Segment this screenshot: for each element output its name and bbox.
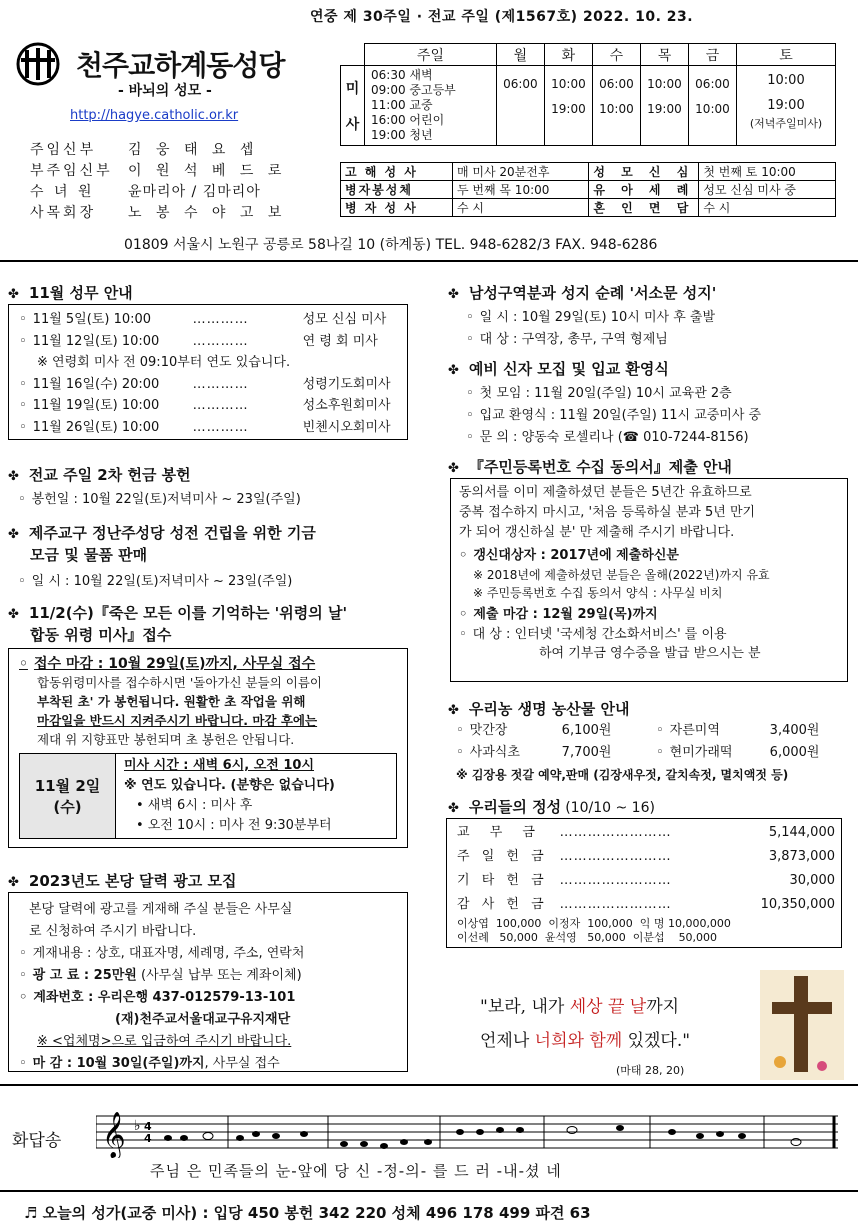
staff-row: 부주임신부 이 원 석 베 드 로 bbox=[30, 163, 287, 179]
offerings-title-row: ✤ 우리들의 정성 (10/10 ~ 16) bbox=[448, 796, 848, 817]
jeju-fund-title: ✤ 제주교구 정난주성당 성전 건립을 위한 기금 bbox=[8, 522, 408, 543]
church-url-link[interactable]: http://hagye.catholic.or.kr bbox=[70, 108, 239, 123]
consent-title: ✤ 『주민등록번호 수집 동의서』제출 안내 bbox=[448, 456, 848, 477]
divider bbox=[0, 1190, 858, 1192]
church-name: 천주교하계동성당 bbox=[76, 49, 285, 82]
jeju-fund-title-2: 모금 및 물품 판매 bbox=[30, 546, 148, 564]
memorial-mass-title-2: 합동 위령 미사』접수 bbox=[30, 626, 172, 644]
catechumen-first-meeting: ◦ 첫 모임 : 11월 20일(주일) 10시 교육관 2층 bbox=[466, 382, 858, 401]
svg-text:♭: ♭ bbox=[134, 1118, 141, 1134]
issue-date-line: 연중 제 30주일 · 전교 주일 (제1567호) 2022. 10. 23. bbox=[310, 9, 694, 25]
memorial-time-box: 11월 2일 (수) 미사 시간 : 새벽 6시, 오전 10시 ※ 연도 있습니다. (분향은 없습니다) • 새벽 6시 : 미사 후 • 오전 10시 : 미사 전 9:30분부터 bbox=[19, 753, 397, 839]
scripture-source: (마태 28, 20) bbox=[616, 1064, 685, 1077]
mass-row-label: 미 사 bbox=[341, 66, 365, 146]
sacraments-table: 고 해 성 사 매 미사 20분전후 성 모 신 심 첫 번째 토 10:00 병자봉성체 두 번째 목 10:00 유 아 세 례 성모 신심 미사 중 병 자 성 사 수 시 혼 인 면 담 수 시 bbox=[340, 162, 836, 217]
church-subtitle: - 바뇌의 성모 - bbox=[118, 83, 212, 99]
farm-products-list: ◦ 맛간장 6,100원 ◦ 자른미역 3,400원 ◦ 사과식초 7,700원 ◦ 현미가래떡 6,000원 ※ 김장용 젓갈 예약,판매 (김장새우젓, 갈치속젓, 멸치액젓 등) bbox=[456, 720, 846, 786]
nov-schedule-box: ◦ 11월 5일(토) 10:00 ………… 성모 신심 미사 ◦ 11월 12일(토) 10:00 ………… 연 령 회 미사 ※ 연령회 미사 전 09:10부터 연도 있습니다. ◦ 11월 16일(수) 20:00 ………… 성령기도회미사 ◦ 11월 19일(토) 10:00 ………… 성소후원회미사 ◦ 11월 26일(토) 10:00 ………… 빈첸시오회미사 bbox=[8, 304, 408, 440]
pilgrimage-target: ◦ 대 상 : 구역장, 총무, 구역 형제님 bbox=[466, 328, 858, 347]
psalm-label: 화답송 bbox=[12, 1131, 62, 1151]
svg-text:𝄞: 𝄞 bbox=[102, 1112, 126, 1158]
psalm-lyrics: 주님 은 민족들의 눈-앞에 당 신 -정-의- 를 드 러 -내-셨 네 bbox=[150, 1162, 562, 1180]
sunday-masses: 06:30 새벽 09:00 중고등부 11:00 교중 16:00 어린이 19:00 청년 bbox=[365, 66, 497, 146]
svg-text:4: 4 bbox=[144, 1120, 152, 1133]
music-staff bbox=[96, 1108, 838, 1158]
pilgrimage-title: ✤ 남성구역분과 성지 순례 '서소문 성지' bbox=[448, 282, 848, 303]
staff-row: 주임신부 김 웅 태 요 셉 bbox=[30, 142, 259, 158]
memorial-mass-title: ✤ 11/2(수)『죽은 모든 이를 기억하는 '위령의 날' bbox=[8, 602, 408, 623]
offerings-box: 교 무 금 …………………… 5,144,000 주 일 헌 금 …………………… 3,873,000 기 타 헌 금 …………………… 30,000 감 사 헌 금 …………………… 10,350,000 이상엽 100,000 이정자 100,000 익 명 10,000,000 이선례 50,000 윤석영 50,000 이분섭 50,000 bbox=[446, 818, 842, 948]
church-emblem-icon bbox=[16, 42, 68, 86]
staff-row: 사목회장 노 봉 수 야 고 보 bbox=[30, 205, 287, 221]
mission-sunday-line: ◦ 봉헌일 : 10월 22일(토)저녁미사 ~ 23일(주일) bbox=[18, 488, 418, 507]
catechumen-welcome: ◦ 입교 환영식 : 11월 20일(주일) 11시 교중미사 중 bbox=[466, 404, 858, 423]
pilgrimage-date: ◦ 일 시 : 10월 29일(토) 10시 미사 후 출발 bbox=[466, 306, 858, 325]
nov-schedule-title: ✤ 11월 성무 안내 bbox=[8, 282, 408, 303]
mass-schedule-table: 주일 월 화 수 목 금 토 미 사 06:30 새벽 09:00 중고등부 11:00 교중 16:00 어린이 19:00 청년 06:00 10:00 19:00 06:00 10:00 10:00 19:00 06:00 10:00 10:00 19:00 (저녁주일미사) bbox=[340, 43, 836, 146]
divider bbox=[0, 1084, 858, 1086]
catechumen-title: ✤ 예비 신자 모집 및 입교 환영식 bbox=[448, 358, 848, 379]
mission-sunday-title: ✤ 전교 주일 2차 헌금 봉헌 bbox=[8, 464, 408, 485]
calendar-ad-title: ✤ 2023년도 본당 달력 광고 모집 bbox=[8, 870, 408, 891]
church-address: 01809 서울시 노원구 공릉로 58나길 10 (하계동) TEL. 948-6282/3 FAX. 948-6286 bbox=[124, 237, 658, 253]
todays-hymns: ♬ 오늘의 성가(교중 미사) : 입당 450 봉헌 342 220 성체 496 178 499 파견 63 bbox=[24, 1204, 591, 1222]
consent-box: 동의서를 이미 제출하셨던 분들은 5년간 유효하므로 중복 접수하지 마시고, '처음 등록하실 분과 5년 만기 가 되어 갱신하실 분' 만 제출해 주시기 바랍니다. ◦ 갱신대상자 : 2017년에 제출하신분 ※ 2018년에 제출하셨던 분들은 올해(2022년)까지 유효 ※ 주민등록번호 수집 동의서 양식 : 사무실 비치 ◦ 제출 마감 : 12월 29일(목)까지 ◦ 대 상 : 인터넷 '국세청 간소화서비스' 를 이용 하여 기부금 영수증을 발급 받으시는 분 bbox=[450, 478, 848, 682]
catechumen-contact: ◦ 문 의 : 양동숙 로셀리나 (☎ 010-7244-8156) bbox=[466, 426, 858, 445]
svg-text:4: 4 bbox=[144, 1132, 152, 1145]
calendar-ad-box: 본당 달력에 광고를 게재해 주실 분들은 사무실 로 신청하여 주시기 바랍니다. ◦ 게재내용 : 상호, 대표자명, 세례명, 주소, 연락처 ◦ 광 고 료 : 25만원 (사무실 납부 또는 계좌이체) ◦ 계좌번호 : 우리은행 437-012579-13-101 (재)천주교서울대교구유지재단 ※ <업체명>으로 입금하여 주시기 바랍니다. ◦ 마 감 : 10월 30일(주일)까지, 사무실 접수 bbox=[8, 892, 408, 1072]
jeju-fund-line: ◦ 일 시 : 10월 22일(토)저녁미사 ~ 23일(주일) bbox=[18, 570, 418, 589]
cross-image bbox=[760, 970, 844, 1080]
staff-row: 수 녀 원 윤마리아 / 김마리아 bbox=[30, 184, 261, 200]
divider bbox=[0, 260, 858, 262]
memorial-box: ◦ 접수 마감 : 10월 29일(토)까지, 사무실 접수 합동위령미사를 접수하시면 '돌아가신 분들의 이름이 부착된 초' 가 봉헌됩니다. 원활한 초 작업을 위해 마감일을 반드시 지켜주시기 바랍니다. 마감 후에는 제대 위 지향표만 봉헌되며 초 봉헌은 안됩니다. 11월 2일 (수) 미사 시간 : 새벽 6시, 오전 10시 ※ 연도 있습니다. (분향은 없습니다) • 새벽 6시 : 미사 후 • 오전 10시 : 미사 전 9:30분부터 bbox=[8, 648, 408, 848]
scripture-quote: "보라, 내가 세상 끝 날까지 언제나 너희와 함께 있겠다." bbox=[480, 997, 691, 1051]
farm-products-title: ✤ 우리농 생명 농산물 안내 bbox=[448, 698, 848, 719]
staff-list bbox=[30, 140, 314, 224]
